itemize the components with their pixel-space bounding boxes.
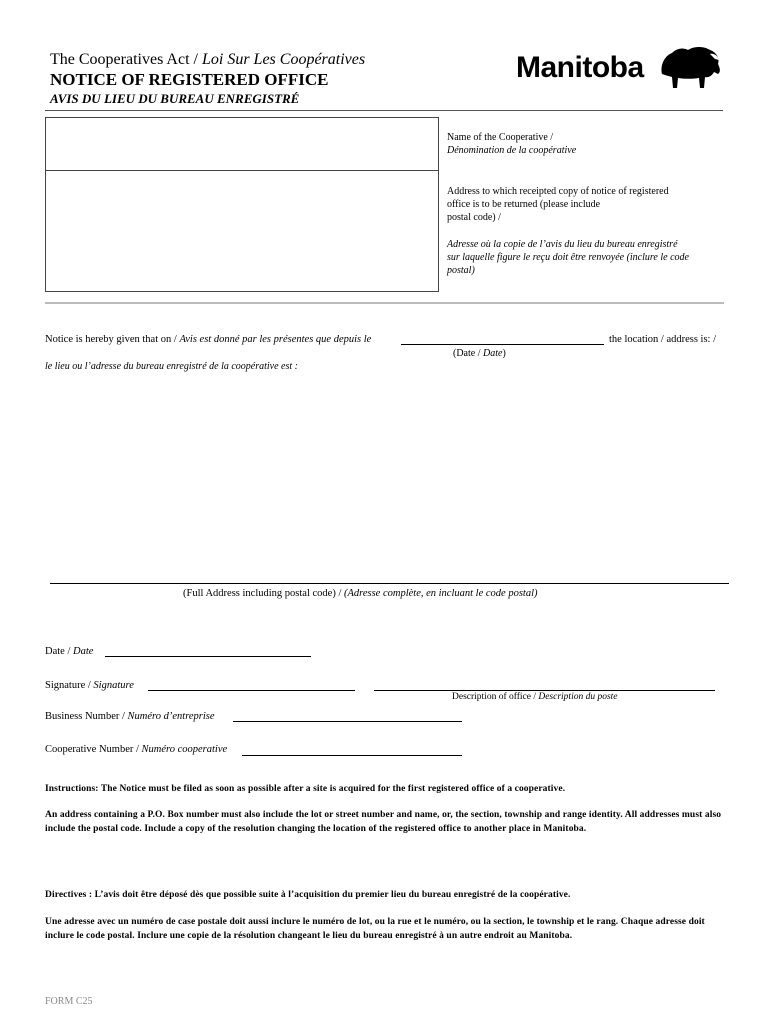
business-number-label bbox=[45, 711, 215, 722]
return-label-en-3: postal code) / bbox=[447, 212, 501, 223]
bison-icon bbox=[658, 44, 724, 90]
signature-field[interactable] bbox=[148, 690, 355, 691]
date-label-fr: Date bbox=[73, 646, 94, 657]
box-divider bbox=[45, 170, 439, 171]
business-number-label-en: Business Number / bbox=[45, 711, 128, 722]
cooperative-number-label-en: Cooperative Number / bbox=[45, 744, 142, 755]
name-label-en: Name of the Cooperative / bbox=[447, 132, 554, 143]
instructions-en-1: Instructions: The Notice must be filed as soon as possible after a site is acquired for the first registered office of a cooperative. bbox=[45, 784, 566, 794]
instructions-fr-1: Directives : L’avis doit être déposé dès que possible suite à l’acquisition du premier lieu du bureau enregistré de la coopérative. bbox=[45, 890, 571, 900]
business-number-label-fr: Numéro d’entreprise bbox=[127, 711, 215, 722]
return-label-fr-3: postal) bbox=[447, 265, 475, 276]
office-description-label-en: Description of office / bbox=[452, 692, 539, 702]
notice-date-caption bbox=[453, 348, 506, 359]
name-label bbox=[447, 131, 576, 157]
return-label-fr-1: Adresse où la copie de l’avis du lieu du bureau enregistré bbox=[447, 239, 678, 250]
full-address-field[interactable] bbox=[50, 583, 729, 584]
signature-label-fr: Signature bbox=[93, 680, 134, 691]
form-id: FORM C25 bbox=[45, 996, 93, 1007]
notice-date-caption-close: ) bbox=[502, 348, 506, 359]
section-divider bbox=[45, 302, 724, 304]
notice-statement-fr: le lieu ou l’adresse du bureau enregistré de la coopérative est : bbox=[45, 361, 298, 372]
act-title bbox=[50, 51, 365, 69]
header-divider bbox=[45, 110, 723, 111]
name-label-fr: Dénomination de la coopérative bbox=[447, 145, 577, 156]
notice-tail: the location / address is: / bbox=[609, 334, 717, 345]
instructions-en-2: An address containing a P.O. Box number must also include the lot or street number and name, or, the section, township and range identity. All addresses must also include the postal code. Include a copy of the resolution changing the location of the registered office to another place in Manitoba. bbox=[45, 810, 722, 834]
return-address-label-fr bbox=[447, 238, 689, 277]
full-address-caption-fr: (Adresse complète, en incluant le code postal) bbox=[343, 588, 538, 599]
office-description-field[interactable] bbox=[374, 690, 715, 691]
date-label-en: Date / bbox=[45, 646, 73, 657]
return-label-en-2: office is to be returned (please include bbox=[447, 199, 601, 210]
cooperative-info-box[interactable] bbox=[45, 117, 439, 292]
cooperative-number-label bbox=[45, 744, 227, 755]
business-number-field[interactable] bbox=[233, 721, 462, 722]
notice-date-caption-en: (Date / bbox=[453, 348, 483, 359]
notice-statement bbox=[45, 334, 371, 345]
form-title: NOTICE OF REGISTERED OFFICE bbox=[50, 70, 329, 89]
cooperative-number-field[interactable] bbox=[242, 755, 462, 756]
cooperative-number-label-fr: Numéro cooperative bbox=[141, 744, 228, 755]
date-label bbox=[45, 646, 93, 657]
signature-label bbox=[45, 680, 134, 691]
signature-label-en: Signature / bbox=[45, 680, 94, 691]
return-label-en-1: Address to which receipted copy of notice of registered bbox=[447, 186, 669, 197]
notice-date-caption-fr: Date bbox=[483, 348, 503, 359]
return-label-fr-2: sur laquelle figure le reçu doit être renvoyée (inclure le code bbox=[447, 252, 689, 263]
date-field[interactable] bbox=[105, 656, 311, 657]
act-title-en: The Cooperatives Act / bbox=[50, 51, 202, 68]
full-address-caption bbox=[183, 588, 538, 599]
full-address-caption-en: (Full Address including postal code) / bbox=[183, 588, 344, 599]
form-title-fr: AVIS DU LIEU DU BUREAU ENREGISTRÉ bbox=[50, 91, 300, 106]
office-description-label-fr: Description du poste bbox=[538, 692, 618, 702]
instructions-fr-2: Une adresse avec un numéro de case postale doit aussi inclure le numéro de lot, ou la rue et le numéro, ou la section, le township et le rang. Chaque adresse doit inclure le code postal. Inclure une copie de la résolution changeant le lieu du bureau enregistré à un autre endroit au Manitoba. bbox=[45, 917, 705, 941]
notice-lead-fr: Avis est donné par les présentes que depuis le bbox=[179, 334, 372, 345]
notice-lead-en: Notice is hereby given that on / bbox=[45, 334, 180, 345]
office-description-label bbox=[452, 692, 618, 702]
return-address-label bbox=[447, 185, 669, 224]
notice-date-field[interactable] bbox=[401, 344, 604, 345]
manitoba-logo-text: Manitoba bbox=[516, 51, 644, 84]
act-title-fr: Loi Sur Les Coopératives bbox=[201, 51, 366, 68]
